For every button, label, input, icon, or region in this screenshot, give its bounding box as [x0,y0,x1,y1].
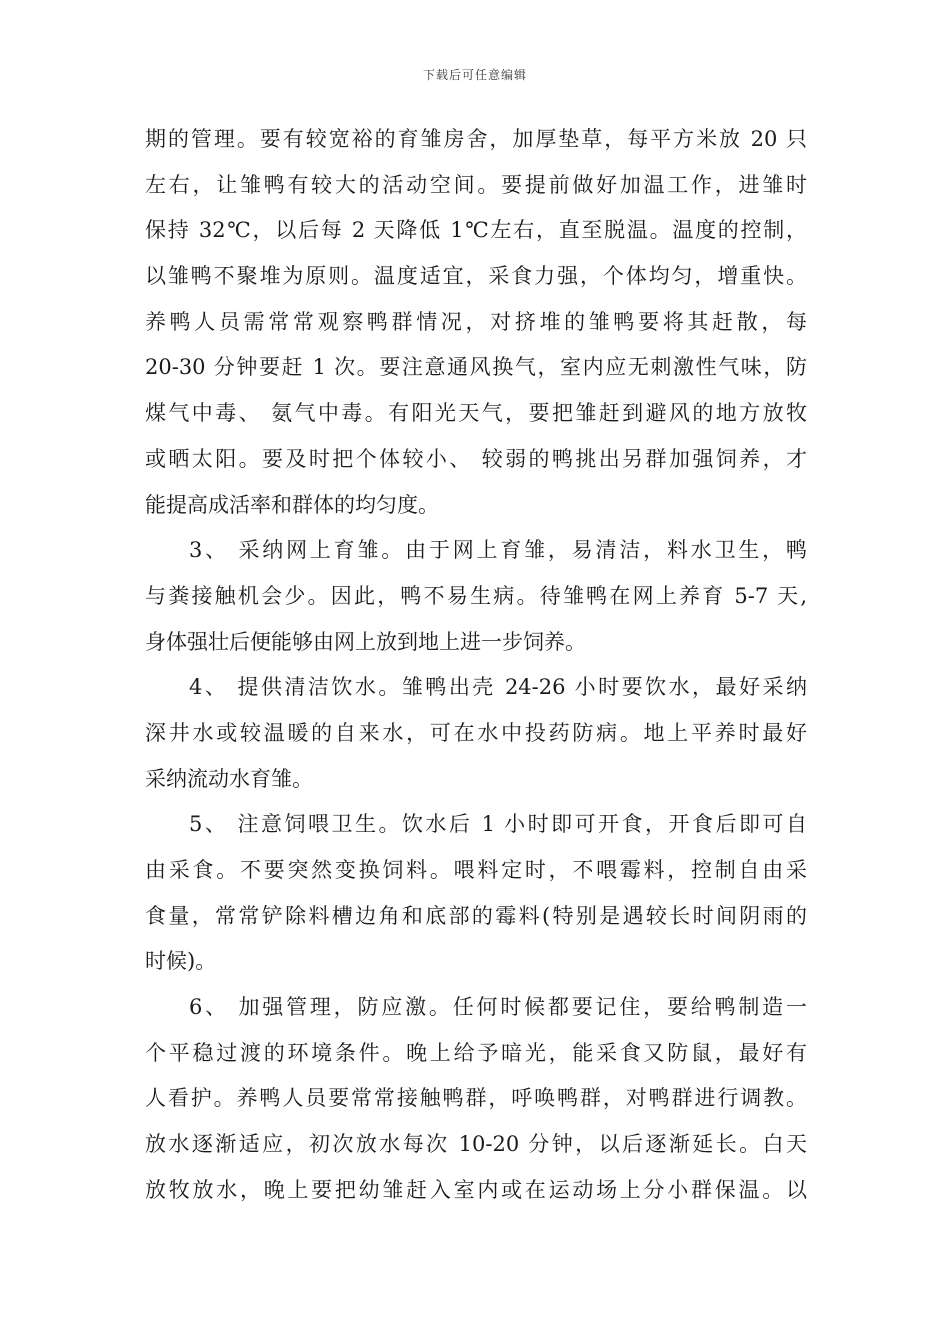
text-line: 20-30 分钟要赶 1 次。要注意通风换气，室内应无刺激性气味，防 [145,355,807,380]
text-line: 采纳流动水育雏。 [145,766,313,791]
text-line: 人看护。养鸭人员要常常接触鸭群，呼唤鸭群，对鸭群进行调教。 [145,1086,807,1111]
document-body [145,117,807,1214]
text-line: 期的管理。要有较宽裕的育雏房舍，加厚垫草，每平方米放 20 只 [145,127,807,151]
text-line: 由采食。不要突然变换饲料。喂料定时，不喂霉料，控制自由采 [145,858,807,882]
text-line: 以雏鸭不聚堆为原则。温度适宜，采食力强，个体均匀，增重快。 [145,264,807,289]
text-line: 放水逐渐适应，初次放水每次 10-20 分钟，以后逐渐延长。白天 [145,1132,807,1157]
text-line: 养鸭人员需常常观察鸭群情况，对挤堆的雏鸭要将其赶散，每 [145,309,807,334]
text-line: 5、 注意饲喂卫生。饮水后 1 小时即可开食，开食后即可自 [189,812,807,837]
text-line: 左右，让雏鸭有较大的活动空间。要提前做好加温工作，进雏时 [145,172,807,197]
text-line: 食量，常常铲除料槽边角和底部的霉料(特别是遇较长时间阴雨的 [145,903,807,928]
text-line: 个平稳过渡的环境条件。晚上给予暗光，能采食又防鼠，最好有 [145,1040,807,1065]
page-header: 下载后可任意编辑 [422,68,527,82]
text-line: 4、 提供清洁饮水。雏鸭出壳 24-26 小时要饮水，最好采纳 [189,675,807,700]
text-line: 煤气中毒、 氨气中毒。有阳光天气，要把雏赶到避风的地方放牧 [145,401,807,426]
text-line: 时候)。 [145,949,217,974]
text-line: 6、 加强管理，防应激。任何时候都要记住，要给鸭制造一 [189,995,807,1020]
text-line: 或晒太阳。要及时把个体较小、 较弱的鸭挑出另群加强饲养，才 [145,446,807,471]
text-line: 能提高成活率和群体的均匀度。 [145,492,439,517]
text-line: 与粪接触机会少。因此，鸭不易生病。待雏鸭在网上养育 5-7 天, [145,583,807,608]
text-line: 放牧放水，晚上要把幼雏赶入室内或在运动场上分小群保温。以 [145,1177,807,1202]
text-line: 深井水或较温暖的自来水，可在水中投药防病。地上平养时最好 [145,720,807,745]
text-line: 3、 采纳网上育雏。由于网上育雏，易清洁，料水卫生，鸭 [189,538,807,563]
text-line: 保持 32℃，以后每 2 天降低 1℃左右，直至脱温。温度的控制， [145,218,807,243]
text-line: 身体强壮后便能够由网上放到地上进一步饲养。 [145,629,586,654]
